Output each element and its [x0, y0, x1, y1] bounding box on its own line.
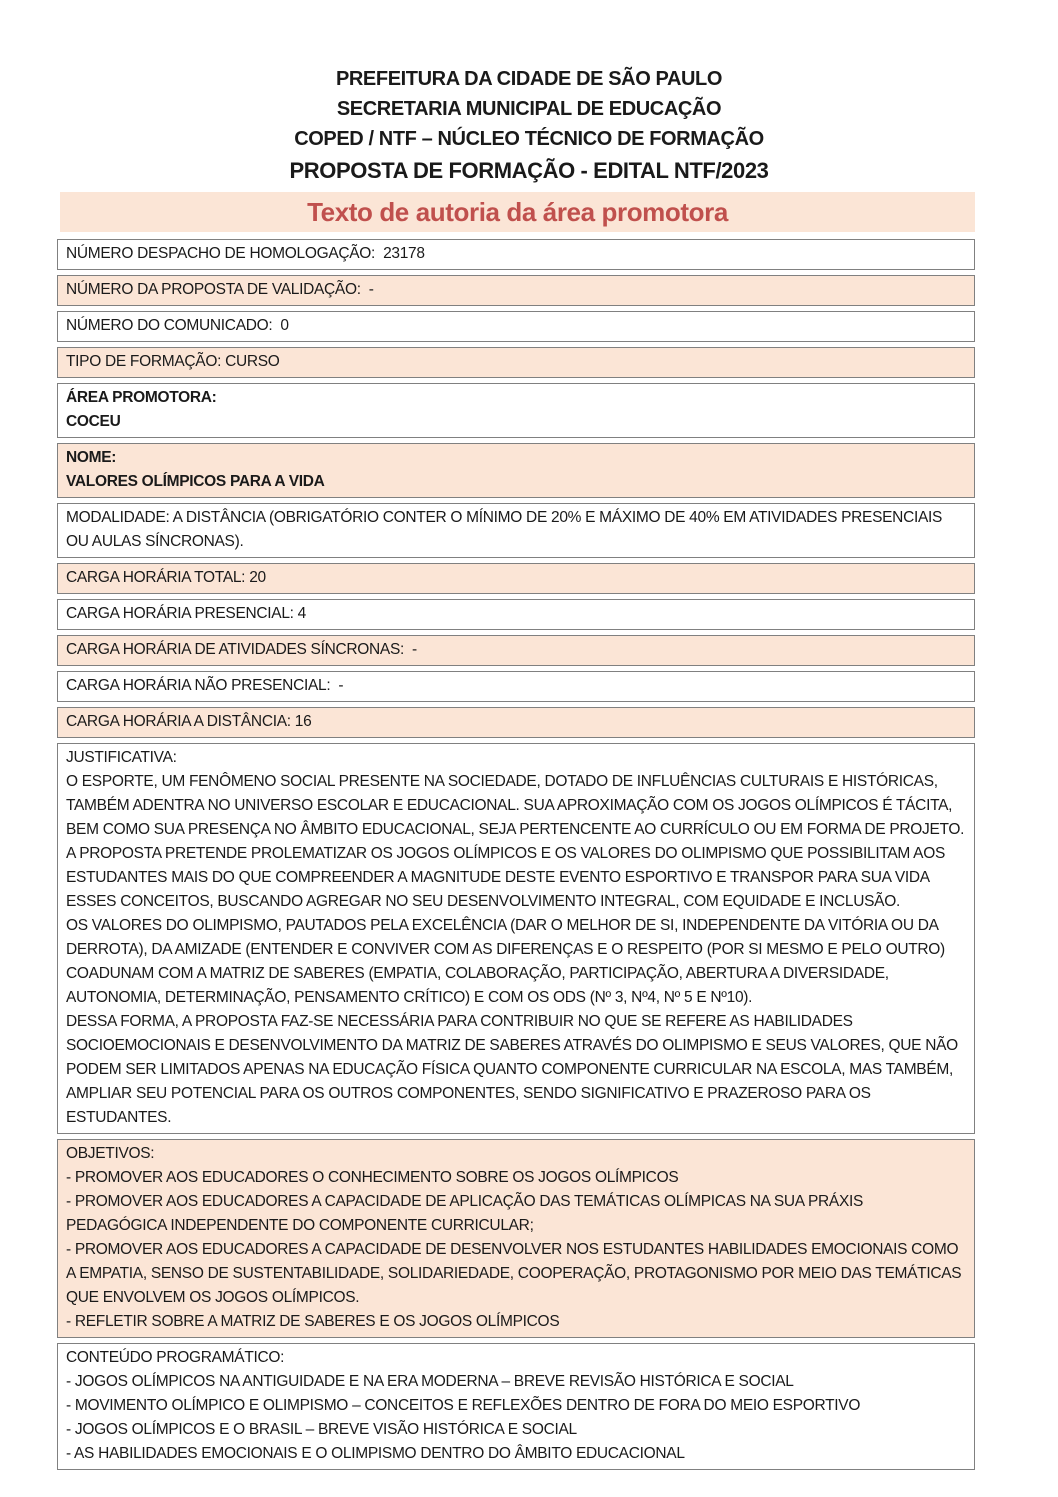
field-numero-comunicado	[57, 311, 975, 342]
field-carga-horaria-distancia	[57, 707, 975, 738]
section-objetivos	[57, 1139, 975, 1338]
header-line-secretaria: SECRETARIA MUNICIPAL DE EDUCAÇÃO	[336, 98, 722, 120]
justificativa-paragraph-3: DESSA FORMA, A PROPOSTA FAZ-SE NECESSÁRIA PARA CONTRIBUIR NO QUE SE REFERE AS HABILIDADES SOCIOEMOCIONAIS E DESENVOLVIMENTO DA MATRIZ DE SABERES ATRAVÉS DO OLIMPISMO E SEUS VALORES, QUE NÃO PODEM SER LIMITADOS APENAS NA EDUCAÇÃO FÍSICA QUANTO COMPONENTE CURRICULAR NA ESCOLA, MAS TAMBÉM, AMPLIAR SEU POTENCIAL PARA OS OUTROS COMPONENTES, SENDO SIGNIFICATIVO E PRAZEROSO PARA OS ESTUDANTES.	[66, 1013, 962, 1126]
field-carga-horaria-sincronas	[57, 635, 975, 666]
section-heading: OBJETIVOS:	[66, 1145, 155, 1162]
section-justificativa	[57, 743, 975, 1134]
field-text: NÚMERO DA PROPOSTA DE VALIDAÇÃO: -	[66, 281, 374, 298]
objetivo-item-4: - REFLETIR SOBRE A MATRIZ DE SABERES E OS JOGOS OLÍMPICOS	[66, 1313, 560, 1330]
field-text: CARGA HORÁRIA PRESENCIAL: 4	[66, 605, 306, 622]
field-text: TIPO DE FORMAÇÃO: CURSO	[66, 353, 280, 370]
section-heading: JUSTIFICATIVA:	[66, 749, 177, 766]
conteudo-item-3: - JOGOS OLÍMPICOS E O BRASIL – BREVE VISÃO HISTÓRICA E SOCIAL	[66, 1421, 577, 1438]
form-table	[57, 239, 975, 1470]
justificativa-paragraph-1: O ESPORTE, UM FENÔMENO SOCIAL PRESENTE NA SOCIEDADE, DOTADO DE INFLUÊNCIAS CULTURAIS E HISTÓRICAS, TAMBÉM ADENTRA NO UNIVERSO ESCOLAR E EDUCACIONAL. SUA APROXIMAÇÃO COM OS JOGOS OLÍMPICOS É TÁCITA, BEM COMO SUA PRESENÇA NO ÂMBITO EDUCACIONAL, SEJA PERTENCENTE AO CURRÍCULO OU EM FORMA DE PROJETO. A PROPOSTA PRETENDE PROLEMATIZAR OS JOGOS OLÍMPICOS E OS VALORES DO OLIMPISMO QUE POSSIBILITAM AOS ESTUDANTES MAIS DO QUE COMPREENDER A MAGNITUDE DESTE EVENTO ESPORTIVO E TRANSPOR PARA SUA VIDA ESSES CONCEITOS, BUSCANDO AGREGAR NO SEU DESENVOLVIMENTO INTEGRAL, COM EQUIDADE E INCLUSÃO.	[66, 773, 968, 910]
objetivo-item-1: - PROMOVER AOS EDUCADORES O CONHECIMENTO SOBRE OS JOGOS OLÍMPICOS	[66, 1169, 679, 1186]
field-text: MODALIDADE: A DISTÂNCIA (OBRIGATÓRIO CONTER O MÍNIMO DE 20% E MÁXIMO DE 40% EM ATIVIDADES PRESENCIAIS OU AULAS SÍNCRONAS).	[66, 509, 947, 550]
field-value: COCEU	[66, 413, 121, 430]
field-carga-horaria-presencial	[57, 599, 975, 630]
field-text: CARGA HORÁRIA DE ATIVIDADES SÍNCRONAS: -	[66, 641, 417, 658]
field-modalidade	[57, 503, 975, 558]
field-label: ÁREA PROMOTORA:	[66, 389, 217, 406]
field-nome	[57, 443, 975, 498]
section-conteudo-programatico	[57, 1343, 975, 1470]
conteudo-item-2: - MOVIMENTO OLÍMPICO E OLIMPISMO – CONCEITOS E REFLEXÕES DENTRO DE FORA DO MEIO ESPORTIVO	[66, 1397, 861, 1414]
field-area-promotora	[57, 383, 975, 438]
field-value: VALORES OLÍMPICOS PARA A VIDA	[66, 473, 325, 490]
field-tipo-formacao	[57, 347, 975, 378]
justificativa-paragraph-2: OS VALORES DO OLIMPISMO, PAUTADOS PELA EXCELÊNCIA (DAR O MELHOR DE SI, INDEPENDENTE DA VITÓRIA OU DA DERROTA), DA AMIZADE (ENTENDER E CONVIVER COM AS DIFERENÇAS E O RESPEITO (POR SI MESMO E PELO OUTRO) COADUNAM COM A MATRIZ DE SABERES (EMPATIA, COLABORAÇÃO, PARTICIPAÇÃO, ABERTURA A DIVERSIDADE, AUTONOMIA, DETERMINAÇÃO, PENSAMENTO CRÍTICO) E COM OS ODS (Nº 3, Nº4, Nº 5 E Nº10).	[66, 917, 949, 1006]
field-text: CARGA HORÁRIA TOTAL: 20	[66, 569, 266, 586]
banner-texto-autoria: Texto de autoria da área promotora	[60, 192, 975, 232]
field-carga-horaria-nao-presencial	[57, 671, 975, 702]
field-label: NOME:	[66, 449, 117, 466]
field-numero-despacho-homologacao	[57, 239, 975, 270]
section-heading: CONTEÚDO PROGRAMÁTICO:	[66, 1349, 285, 1366]
objetivo-item-3: - PROMOVER AOS EDUCADORES A CAPACIDADE DE DESENVOLVER NOS ESTUDANTES HABILIDADES EMOCIONAIS COMO A EMPATIA, SENSO DE SUSTENTABILIDADE, SOLIDARIEDADE, COOPERAÇÃO, PROTAGONISMO POR MEIO DAS TEMÁTICAS QUE ENVOLVEM OS JOGOS OLÍMPICOS.	[66, 1241, 966, 1306]
conteudo-item-4: - AS HABILIDADES EMOCIONAIS E O OLIMPISMO DENTRO DO ÂMBITO EDUCACIONAL	[66, 1445, 685, 1462]
field-text: CARGA HORÁRIA NÃO PRESENCIAL: -	[66, 677, 344, 694]
field-text: NÚMERO DO COMUNICADO: 0	[66, 317, 289, 334]
header-line-proposta-edital: PROPOSTA DE FORMAÇÃO - EDITAL NTF/2023	[289, 158, 769, 183]
header-line-prefeitura: PREFEITURA DA CIDADE DE SÃO PAULO	[335, 68, 723, 90]
conteudo-item-1: - JOGOS OLÍMPICOS NA ANTIGUIDADE E NA ERA MODERNA – BREVE REVISÃO HISTÓRICA E SOCIAL	[66, 1373, 794, 1390]
field-carga-horaria-total	[57, 563, 975, 594]
field-text: CARGA HORÁRIA A DISTÂNCIA: 16	[66, 713, 312, 730]
field-text: NÚMERO DESPACHO DE HOMOLOGAÇÃO: 23178	[66, 245, 425, 262]
objetivo-item-2: - PROMOVER AOS EDUCADORES A CAPACIDADE DE APLICAÇÃO DAS TEMÁTICAS OLÍMPICAS NA SUA PRÁXIS PEDAGÓGICA INDEPENDENTE DO COMPONENTE CURRICULAR;	[66, 1193, 868, 1234]
field-numero-proposta-validacao	[57, 275, 975, 306]
header-line-coped-ntf: COPED / NTF – NÚCLEO TÉCNICO DE FORMAÇÃO	[294, 128, 764, 150]
document-header	[0, 64, 1058, 188]
